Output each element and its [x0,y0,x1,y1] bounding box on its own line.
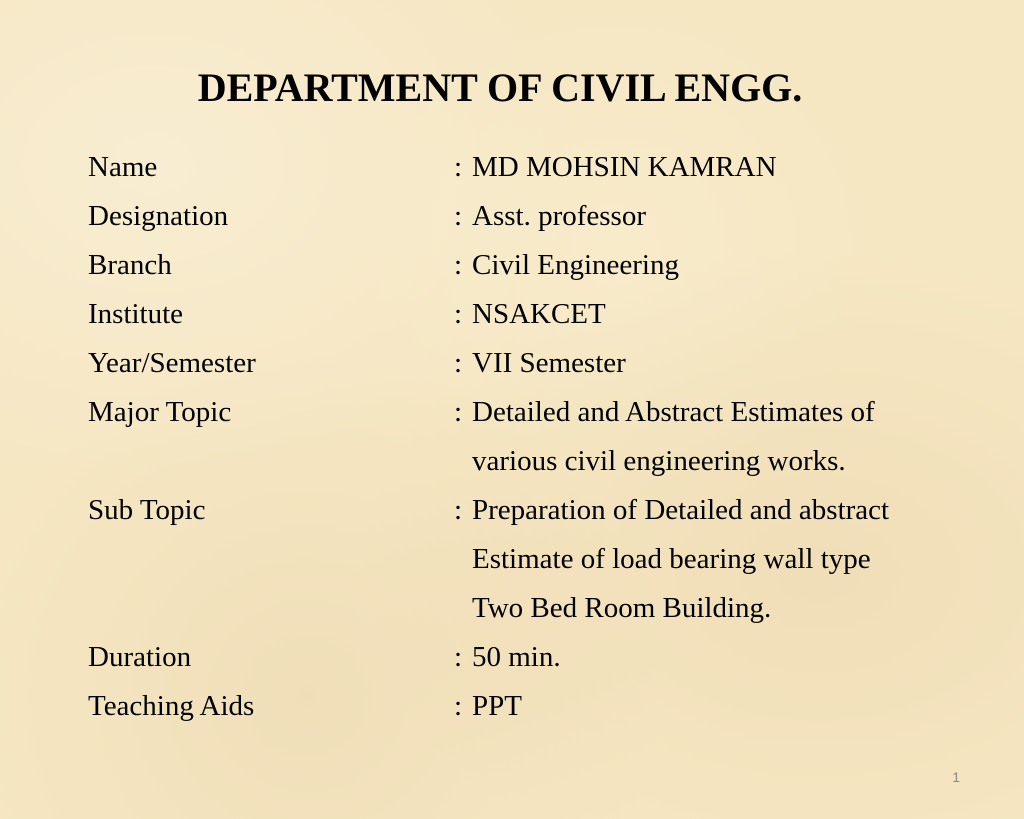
info-value-line: Detailed and Abstract Estimates of [472,396,875,428]
info-value-lines [472,633,561,682]
info-value-line: PPT [472,690,522,722]
info-value-line: Preparation of Detailed and abstract [472,494,890,526]
info-value-line: Two Bed Room Building. [472,592,772,624]
info-value-line: Asst. professor [472,200,646,232]
info-row [88,633,988,682]
colon-separator: : [454,298,463,330]
info-value-lines [472,290,606,339]
info-label: Teaching Aids [88,690,255,722]
info-value-lines [472,486,889,633]
info-row [88,143,988,192]
info-value-lines [472,241,679,290]
info-value-line: 50 min. [472,641,561,673]
info-label: Duration [88,641,192,673]
info-value-lines [472,192,646,241]
info-value-line: MD MOHSIN KAMRAN [472,151,777,183]
info-value [454,290,606,339]
info-row [88,339,988,388]
info-label: Year/Semester [88,347,256,379]
info-row [88,388,988,486]
info-row [88,192,988,241]
info-row [88,241,988,290]
info-label: Institute [88,298,184,330]
info-label: Branch [88,249,172,281]
info-row [88,682,988,731]
info-list [88,143,988,731]
colon-separator: : [454,690,463,722]
info-value [454,192,646,241]
colon-separator: : [454,641,463,673]
info-value [454,241,679,290]
colon-separator: : [454,200,463,232]
info-value [454,388,875,486]
info-value-line: Civil Engineering [472,249,679,281]
info-value [454,682,522,731]
colon-separator: : [454,494,463,526]
info-row [88,290,988,339]
colon-separator: : [454,396,463,428]
info-value-lines [472,388,875,486]
info-value-line: various civil engineering works. [472,445,846,477]
info-value-lines [472,143,777,192]
info-value [454,143,777,192]
info-value [454,339,626,388]
info-label: Designation [88,200,229,232]
info-label: Sub Topic [88,494,206,526]
colon-separator: : [454,151,463,183]
info-value-line: VII Semester [472,347,626,379]
info-row [88,486,988,633]
colon-separator: : [454,347,463,379]
info-value-lines [472,682,522,731]
info-label: Name [88,151,158,183]
colon-separator: : [454,249,463,281]
info-value-line: NSAKCET [472,298,606,330]
page-number: 1 [952,769,960,785]
info-value [454,486,889,633]
info-value-lines [472,339,626,388]
info-label: Major Topic [88,396,232,428]
slide-title: DEPARTMENT OF CIVIL ENGG. [197,65,803,110]
info-value-line: Estimate of load bearing wall type [472,543,871,575]
info-value [454,633,561,682]
